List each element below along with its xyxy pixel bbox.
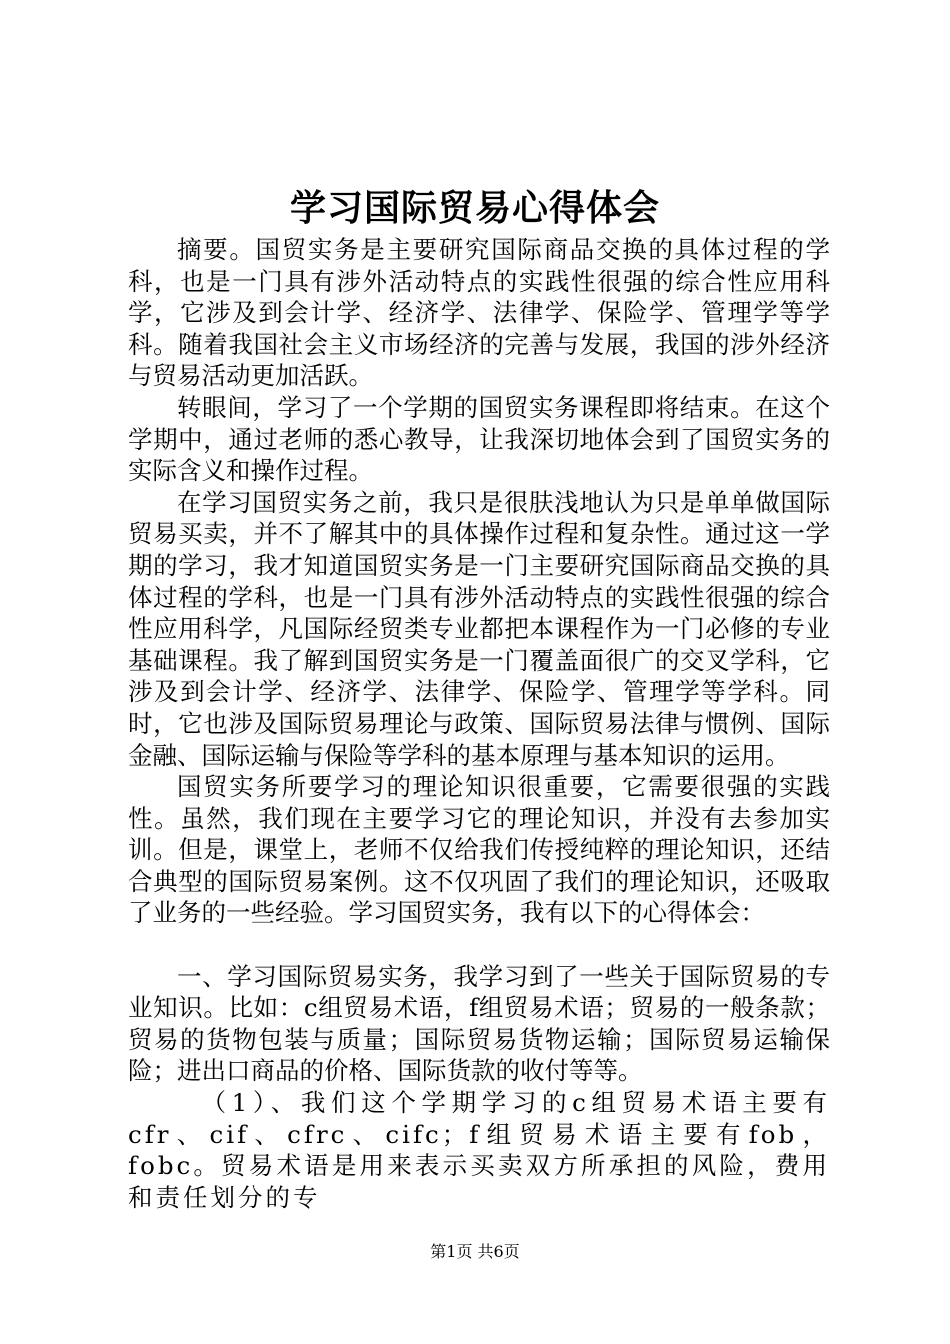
document-title: 学习国际贸易心得体会 — [289, 187, 660, 229]
page-footer: 第1页 共6页 — [430, 1242, 520, 1261]
paragraph: 转眼间，学习了一个学期的国贸实务课程即将结束。在这个学期中，通过老师的悉心教导，让我深切地体会到了国贸实务的实际含义和操作过程。 — [128, 392, 830, 486]
paragraph: 在学习国贸实务之前，我只是很肤浅地认为只是单单做国际贸易买卖，并不了解其中的具体操作过程和复杂性。通过这一学期的学习，我才知道国贸实务是一门主要研究国际商品交换的具体过程的学科，也是一门具有涉外活动特点的实践性很强的综合性应用科学，凡国际经贸类专业都把本课程作为一门必修的专业基础课程。我了解到国贸实务是一门覆盖面很广的交叉学科，它涉及到会计学、经济学、法律学、保险学、管理学等学科。同时，它也涉及国际贸易理论与政策、国际贸易法律与惯例、国际金融、国际运输与保险等学科的基本原理与基本知识的运用。 — [128, 487, 830, 770]
paragraph-abstract: 摘要。国贸实务是主要研究国际商品交换的具体过程的学科，也是一门具有涉外活动特点的实践性很强的综合性应用科学，它涉及到会计学、经济学、法律学、保险学、管理学等学科。随着我国社会主义市场经济的完善与发展，我国的涉外经济与贸易活动更加活跃。 — [128, 235, 830, 391]
paragraph: 国贸实务所要学习的理论知识很重要，它需要很强的实践性。虽然，我们现在主要学习它的理论知识，并没有去参加实训。但是，课堂上，老师不仅给我们传授纯粹的理论知识，还结合典型的国际贸易案例。这不仅巩固了我们的理论知识，还吸取了业务的一些经验。学习国贸实务，我有以下的心得体会： — [128, 772, 830, 928]
document-body — [128, 234, 830, 1213]
paragraph-section-one: 一、学习国际贸易实务，我学习到了一些关于国际贸易的专业知识。比如：c组贸易术语，f组贸易术语；贸易的一般条款；贸易的货物包装与质量；国际贸易货物运输；国际贸易运输保险；进出口商品的价格、国际货款的收付等等。 — [128, 961, 830, 1086]
paragraph-subsection: （1）、我们这个学期学习的c组贸易术语主要有cfr、cif、cfrc、cifc；f组贸易术语主要有fob，fobc。贸易术语是用来表示买卖双方所承担的风险，费用和责任划分的专 — [128, 1088, 830, 1212]
